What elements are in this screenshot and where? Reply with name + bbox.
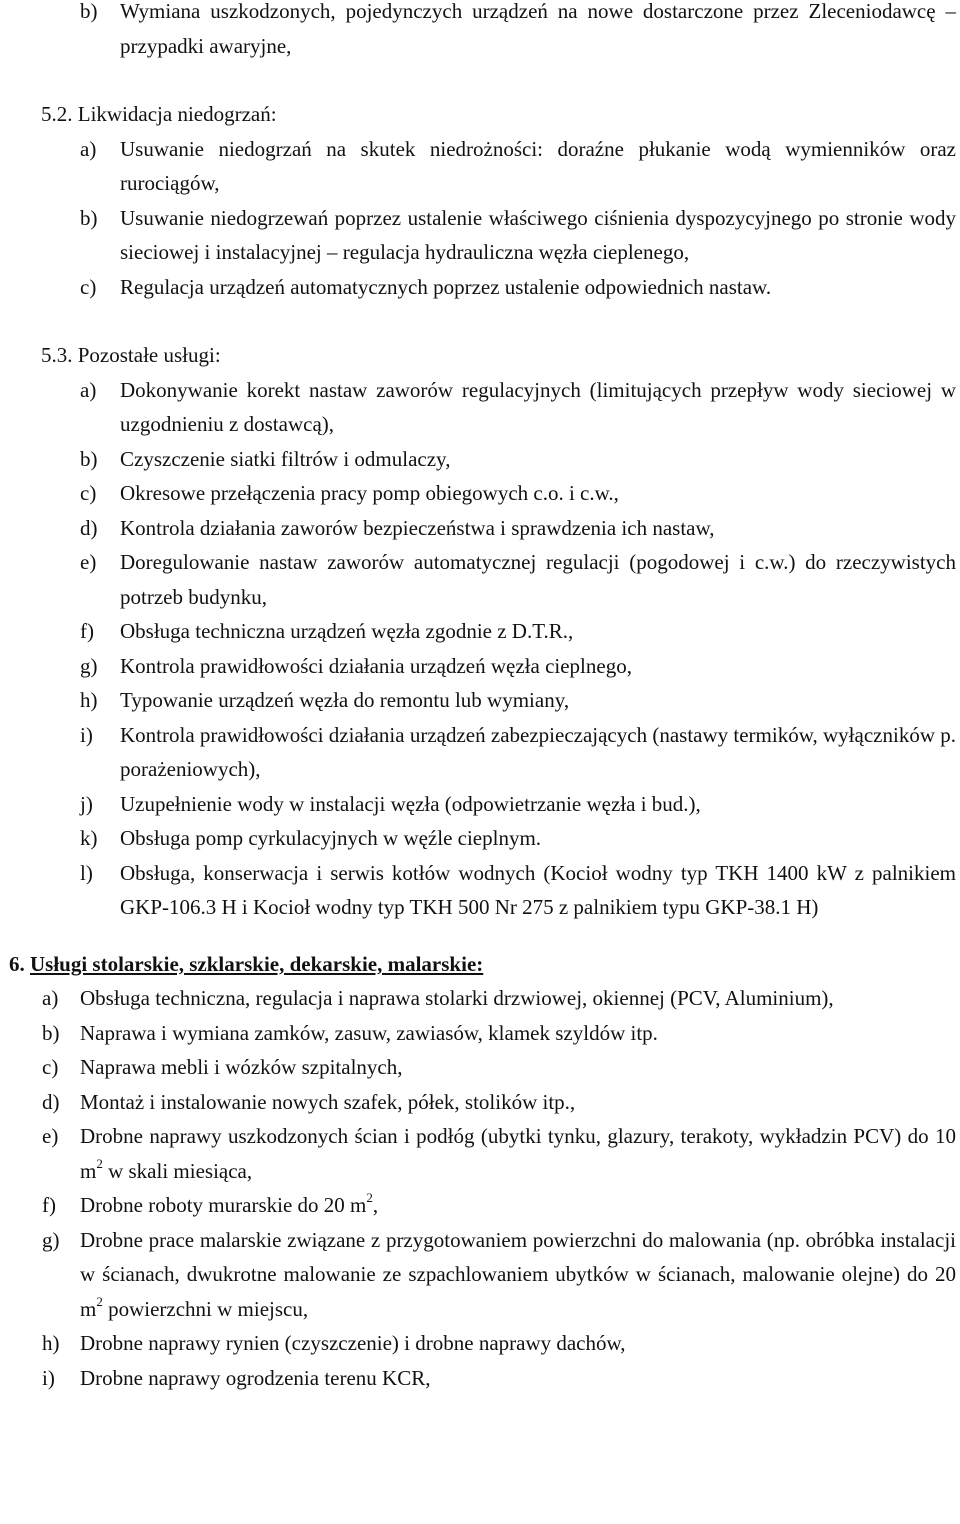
superscript: 2	[96, 1293, 103, 1309]
list-item-label: b)	[80, 0, 98, 23]
list-item	[80, 132, 956, 201]
superscript: 2	[96, 1155, 103, 1171]
list-item-text: Drobne roboty murarskie do 20 $m^2$,	[80, 1190, 379, 1217]
list-item	[80, 0, 956, 63]
section-heading-6	[9, 947, 960, 982]
list-item-label: i)	[42, 1365, 55, 1390]
list-item-label: a)	[42, 986, 59, 1010]
list-item	[80, 649, 956, 684]
list-item-text: Obsługa techniczna urządzeń węzła zgodnie z D.T.R.,	[120, 619, 574, 643]
list-item-text: Obsługa techniczna, regulacja i naprawa stolarki drzwiowej, okiennej (PCV, Aluminium),	[80, 986, 834, 1010]
list-item	[80, 683, 956, 718]
list-item	[42, 1016, 956, 1051]
list-item-label: i)	[80, 722, 93, 747]
list-item-text: Drobne naprawy ogrodzenia terenu KCR,	[80, 1365, 431, 1390]
list-item	[42, 1188, 956, 1223]
list-item	[80, 614, 956, 649]
list-item-label: c)	[80, 481, 97, 505]
list-item-text: Okresowe przełączenia pracy pomp obiegowych c.o. i c.w.,	[120, 481, 619, 505]
list-item	[42, 1119, 956, 1188]
list-item-text: Drobne naprawy uszkodzonych ścian i podłóg (ubytki tynku, glazury, terakoty, wykładzin PCV) do 10 $m^2$ w skali miesiąca,	[80, 1124, 956, 1183]
list-item-label: l)	[80, 860, 93, 885]
list-item-label: g)	[42, 1227, 60, 1252]
list-item-text: Montaż i instalowanie nowych szafek, półek, stolików itp.,	[80, 1089, 576, 1114]
list-item-text: Usuwanie niedogrzań na skutek niedrożności: doraźne płukanie wodą wymienników oraz rurociągów,	[120, 136, 956, 195]
list-item-label: b)	[80, 446, 98, 471]
list-item-label: g)	[80, 653, 98, 678]
list-item-text: Doregulowanie nastaw zaworów automatycznej regulacji (pogodowej i c.w.) do rzeczywistych potrzeb budynku,	[120, 550, 956, 609]
list-item	[80, 373, 956, 442]
list-item-label: c)	[80, 274, 97, 299]
list-item	[42, 1361, 956, 1396]
list-item-text: Drobne naprawy rynien (czyszczenie) i drobne naprawy dachów,	[80, 1331, 626, 1355]
list-item	[42, 1085, 956, 1120]
list-item-label: a)	[80, 136, 97, 161]
list-item-label: a)	[80, 377, 97, 402]
list-item	[42, 1223, 956, 1327]
list-item-text: Wymiana uszkodzonych, pojedynczych urządzeń na nowe dostarczone przez Zleceniodawcę – przypadki awaryjne,	[120, 0, 956, 58]
list-item-label: f)	[80, 619, 94, 643]
list-item-label: d)	[42, 1089, 60, 1114]
list-item	[80, 201, 956, 270]
list-item	[80, 545, 956, 614]
list-item-text: Typowanie urządzeń węzła do remontu lub wymiany,	[120, 688, 570, 712]
list-item	[80, 442, 956, 477]
list-item-text: Obsługa, konserwacja i serwis kotłów wodnych (Kocioł wodny typ TKH 1400 kW z palnikiem GKP-106.3 H i Kocioł wodny typ TKH 500 Nr 275 z palnikiem typu GKP-38.1 H)	[120, 860, 956, 919]
list-item-text: Usuwanie niedogrzewań poprzez ustalenie właściwego ciśnienia dyspozycyjnego po stronie wody sieciowej i instalacyjnej – regulacja hydrauliczna węzła cieplenego,	[120, 205, 956, 264]
section-heading-5-3: 5.3. Pozostałe usługi:	[41, 343, 221, 367]
list-item-text: Czyszczenie siatki filtrów i odmulaczy,	[120, 446, 451, 471]
list-item	[42, 981, 956, 1016]
list-item-label: b)	[42, 1020, 60, 1045]
list-item-text: Naprawa i wymiana zamków, zasuw, zawiasów, klamek szyldów itp.	[80, 1020, 658, 1045]
list-item-label: h)	[80, 688, 98, 712]
list-item-text: Obsługa pomp cyrkulacyjnych w węźle cieplnym.	[120, 826, 542, 850]
superscript: 2	[366, 1190, 373, 1205]
list-item-label: h)	[42, 1331, 60, 1355]
list-item-text: Naprawa mebli i wózków szpitalnych,	[80, 1055, 403, 1079]
section-heading-5-2: 5.2. Likwidacja niedogrzań:	[41, 102, 277, 126]
list-item	[80, 787, 956, 822]
list-item	[42, 1050, 956, 1085]
list-item-text: Regulacja urządzeń automatycznych poprzez ustalenie odpowiednich nastaw.	[120, 274, 772, 299]
section-number: 6.	[9, 951, 25, 976]
list-item-text: Kontrola prawidłowości działania urządzeń węzła cieplnego,	[120, 653, 632, 678]
list-item-text: Uzupełnienie wody w instalacji węzła (odpowietrzanie węzła i bud.),	[120, 791, 701, 816]
list-item	[80, 476, 956, 511]
list-item	[80, 511, 956, 546]
list-item	[80, 270, 956, 305]
list-item-text: Dokonywanie korekt nastaw zaworów regulacyjnych (limitujących przepływ wody sieciowej w uzgodnieniu z dostawcą),	[120, 377, 956, 436]
list-item	[80, 718, 956, 787]
list-item-label: e)	[80, 550, 97, 574]
list-item	[80, 856, 956, 925]
list-item-label: f)	[42, 1193, 56, 1217]
list-item-label: e)	[42, 1124, 59, 1148]
list-item-label: c)	[42, 1055, 59, 1079]
list-item-text: Kontrola działania zaworów bezpieczeństwa i sprawdzenia ich nastaw,	[120, 515, 715, 540]
list-item	[80, 821, 956, 856]
list-item-text: Drobne prace malarskie związane z przygotowaniem powierzchni do malowania (np. obróbka instalacji w ścianach, dwukrotne malowanie ze szpachlowaniem ubytków w ścianach, malowanie olejne) do 20 $m^2$ powierzchni w miejscu,	[80, 1227, 956, 1321]
list-item	[42, 1326, 956, 1361]
list-item-text: Kontrola prawidłowości działania urządzeń zabezpieczających (nastawy termików, wyłączników p. porażeniowych),	[120, 722, 956, 781]
list-item-label: d)	[80, 515, 98, 540]
list-item-label: j)	[80, 791, 93, 816]
section-title: Usługi stolarskie, szklarskie, dekarskie, malarskie:	[30, 951, 484, 976]
list-item-label: k)	[80, 826, 98, 850]
list-item-label: b)	[80, 205, 98, 230]
